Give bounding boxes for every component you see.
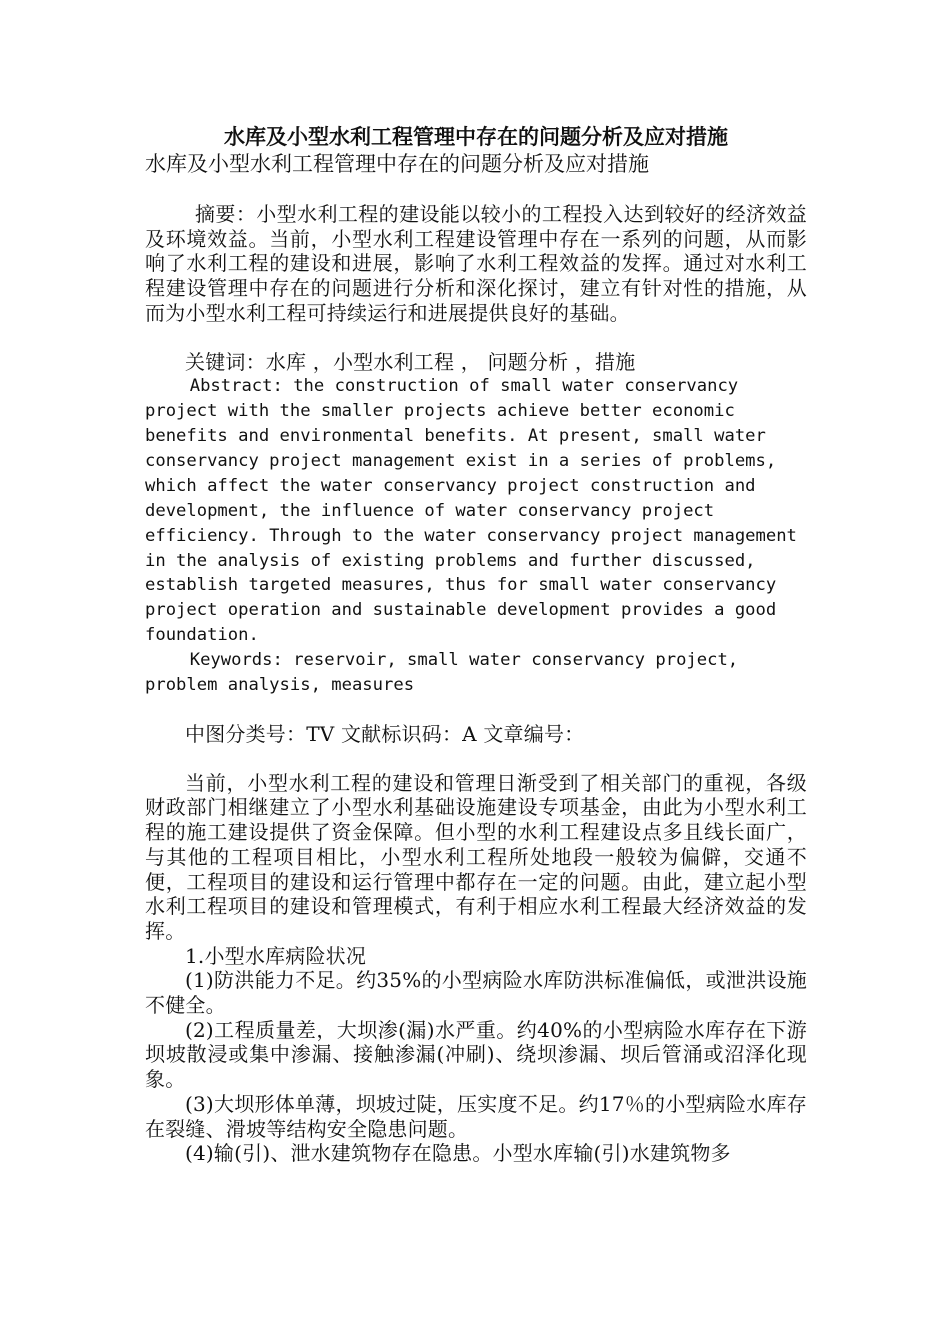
section-heading: 1.小型水库病险状况 <box>185 943 367 968</box>
chinese-abstract: 摘要：小型水利工程的建设能以较小的工程投入达到较好的经济效益及环境效益。当前，小型水利工程建设管理中存在一系列的问题，从而影响了水利工程的建设和进展，影响了水利工程效益的发挥。通过对水利工程建设管理中存在的问题进行分析和深化探讨，建立有针对性的措施，从而为小型水利工程可持续运行和进展提供良好的基础。 <box>145 202 807 325</box>
list-item: (1)防洪能力不足。约35%的小型病险水库防洪标准偏低，或泄洪设施不健全。 <box>145 968 807 1018</box>
english-keywords: Keywords: reservoir, small water conservancy project, problem analysis, measures <box>145 650 739 696</box>
list-item: (2)工程质量差，大坝渗(漏)水严重。约40%的小型病险水库存在下游坝坡散浸或集中渗漏、接触渗漏(冲刷)、绕坝渗漏、坝后管涌或沼泽化现象。 <box>145 1017 807 1092</box>
document-body <box>145 124 807 1166</box>
classification-line: 中图分类号：TV 文献标识码：A 文章编号： <box>185 722 585 746</box>
document-subtitle: 水库及小型水利工程管理中存在的问题分析及应对措施 <box>145 152 649 176</box>
english-abstract: Abstract: the construction of small water conservancy project with the smaller projects achieve better economic benefits and environmental benefits. At present, small water conservancy project management exist in a series of problems, which affect the water conservancy project construction and development, the influence of water conservancy project efficiency. Through to the water conservancy project management in the analysis of existing problems and further discussed, establish targeted measures, thus for small water conservancy project operation and sustainable development provides a good foundation. <box>145 376 797 646</box>
chinese-keywords: 关键词：水库 ，小型水利工程 ， 问题分析 ，措施 <box>185 349 636 374</box>
list-item: (3)大坝形体单薄，坝坡过陡，压实度不足。约17％的小型病险水库存在裂缝、滑坡等结构安全隐患问题。 <box>145 1091 807 1141</box>
list-item: (4)输(引)、泄水建筑物存在隐患。小型水库输(引)水建筑物多 <box>185 1141 731 1166</box>
document-title: 水库及小型水利工程管理中存在的问题分析及应对措施 <box>224 125 728 149</box>
intro-paragraph: 当前，小型水利工程的建设和管理日渐受到了相关部门的重视，各级财政部门相继建立了小型水利基础设施建设专项基金，由此为小型水利工程的施工建设提供了资金保障。但小型的水利工程建设点多且线长面广，与其他的工程项目相比，小型水利工程所处地段一般较为偏僻，交通不便，工程项目的建设和运行管理中都存在一定的问题。由此，建立起小型水利工程项目的建设和管理模式，有利于相应水利工程最大经济效益的发挥。 <box>145 770 807 943</box>
